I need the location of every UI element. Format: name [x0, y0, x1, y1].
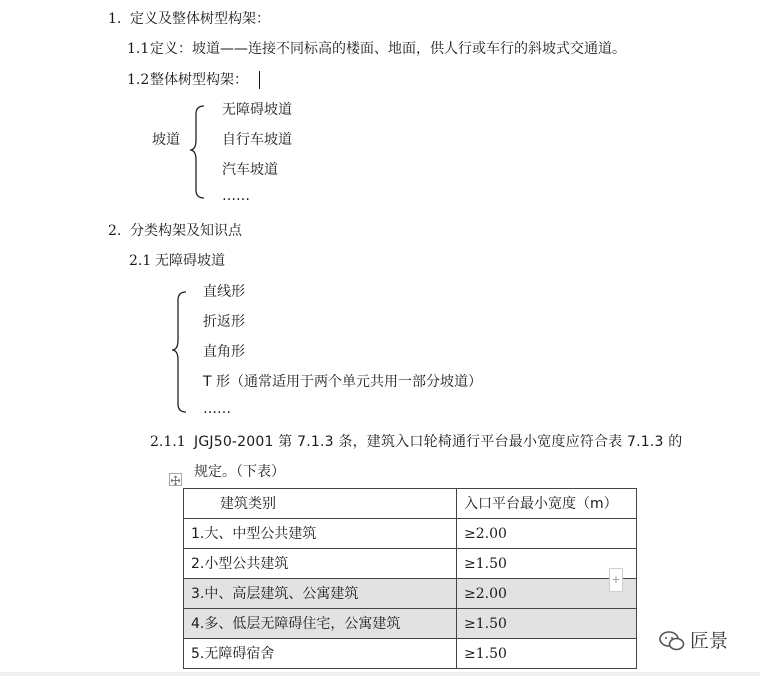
tree-root-label: 坡道 — [152, 132, 180, 148]
table-cell-width — [457, 639, 637, 669]
section-1-number: 1. — [108, 11, 122, 27]
left-brace-icon — [168, 290, 192, 414]
tree-branch-1: 无障碍坡道 — [222, 102, 292, 118]
left-brace-icon — [186, 104, 210, 200]
width-value: ≥1.50 — [464, 645, 507, 662]
table-cell-width — [457, 519, 637, 549]
section-2-title: 分类构架及知识点 — [130, 223, 242, 239]
table-cell-category: 3.中、高层建筑、公寓建筑 — [184, 579, 457, 609]
table-row — [184, 639, 637, 669]
item-2-1-1-line-1: JGJ50-2001 第 7.1.3 条，建筑入口轮椅通行平台最小宽度应符合表 7.1.3 的 — [194, 434, 683, 450]
width-value: ≥2.00 — [464, 525, 507, 542]
ramp-type-2: 折返形 — [203, 314, 245, 330]
wechat-icon — [658, 629, 686, 653]
table-cell-category: 2.小型公共建筑 — [184, 549, 457, 579]
table-header-width: 入口平台最小宽度（m） — [457, 489, 637, 519]
plus-icon[interactable]: + — [609, 568, 623, 592]
item-1-1-text: 定义：坡道——连接不同标高的楼面、地面，供人行或车行的斜坡式交通道。 — [150, 41, 626, 57]
item-1-2-number: 1.2 — [127, 72, 150, 88]
table-header-row — [184, 489, 637, 519]
text-cursor — [259, 71, 260, 89]
item-2-1-text: 无障碍坡道 — [155, 253, 225, 269]
watermark-text: 匠景 — [690, 629, 729, 652]
tree-branch-3: 汽车坡道 — [222, 162, 278, 178]
table-cell-width — [457, 609, 637, 639]
watermark — [658, 628, 728, 653]
ramp-type-4: T 形（通常适用于两个单元共用一部分坡道） — [203, 374, 483, 390]
move-icon[interactable] — [169, 473, 182, 486]
entrance-platform-table — [183, 488, 637, 669]
ramp-type-3: 直角形 — [203, 344, 245, 360]
tree-branch-ellipsis: …… — [222, 188, 250, 204]
width-value: ≥1.50 — [464, 555, 507, 572]
width-value: ≥2.00 — [464, 585, 507, 602]
item-1-1-number: 1.1 — [127, 41, 150, 57]
tree-branch-2: 自行车坡道 — [222, 132, 292, 148]
table-row — [184, 549, 637, 579]
section-1-title: 定义及整体树型构架： — [130, 11, 270, 27]
table-row — [184, 609, 637, 639]
section-2-number: 2. — [108, 223, 122, 239]
item-1-2-text: 整体树型构架： — [150, 72, 248, 88]
ramp-type-ellipsis: …… — [203, 401, 231, 417]
width-value: ≥1.50 — [464, 615, 507, 632]
item-2-1-1-number: 2.1.1 — [150, 434, 186, 450]
table-cell-category: 1.大、中型公共建筑 — [184, 519, 457, 549]
table-row — [184, 519, 637, 549]
ramp-type-1: 直线形 — [203, 284, 245, 300]
table-cell-category: 4.多、低层无障碍住宅，公寓建筑 — [184, 609, 457, 639]
table-row — [184, 579, 637, 609]
item-2-1-number: 2.1 — [129, 253, 152, 269]
table-header-category: 建筑类别 — [184, 489, 457, 519]
item-2-1-1-line-2: 规定。（下表） — [194, 464, 285, 480]
move-arrows-icon — [170, 475, 181, 486]
page-bottom-edge — [0, 672, 760, 676]
table-cell-category: 5.无障碍宿舍 — [184, 639, 457, 669]
